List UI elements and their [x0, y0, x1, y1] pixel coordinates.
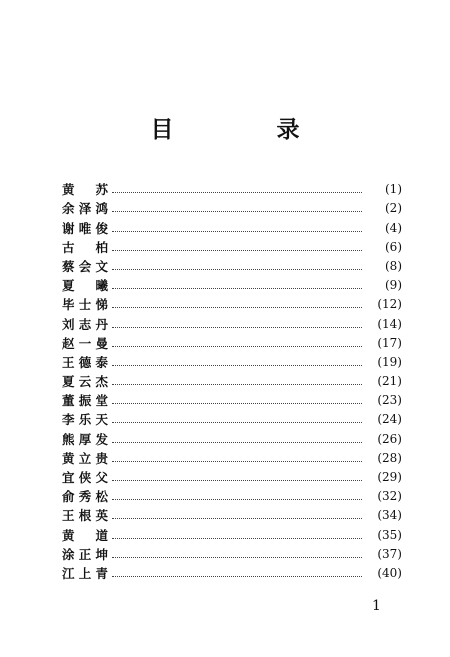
toc-entry-page: (19) [377, 354, 402, 369]
toc-entry[interactable] [62, 427, 402, 446]
toc-entry[interactable] [62, 274, 402, 293]
toc-entry[interactable] [62, 312, 402, 331]
page-number: 1 [372, 598, 381, 614]
toc-leader-dots [112, 249, 362, 251]
toc-entry[interactable] [62, 216, 402, 235]
toc-entry-page: (40) [377, 565, 402, 580]
toc-entry[interactable] [62, 178, 402, 197]
toc-entry-name: 古 柏 [62, 239, 108, 255]
toc-entry-name: 王德泰 [62, 354, 108, 370]
toc-entry-page: (9) [385, 278, 402, 293]
toc-entry-page: (32) [377, 489, 402, 504]
toc-entry[interactable] [62, 370, 402, 389]
toc-entry-name: 宜侠父 [62, 470, 108, 485]
toc-entry-name: 蔡会文 [62, 258, 108, 274]
toc-entry-page: (35) [377, 527, 402, 542]
toc-entry-name: 涂正坤 [62, 546, 108, 562]
toc-entry[interactable] [62, 236, 402, 255]
toc-entry[interactable] [62, 255, 402, 274]
toc-entry-page: (6) [385, 239, 402, 254]
toc-entry-name: 余泽鸿 [62, 201, 108, 217]
toc-entry[interactable] [62, 466, 402, 485]
toc-entry[interactable] [62, 389, 402, 408]
toc-entry-page: (1) [385, 182, 402, 197]
toc-entry-name: 谢唯俊 [62, 220, 108, 236]
toc-entry-page: (14) [377, 316, 402, 331]
toc-entry-name: 毕士悌 [62, 297, 108, 313]
toc-leader-dots [112, 345, 362, 347]
toc-leader-dots [112, 383, 362, 385]
toc-entry[interactable] [62, 197, 402, 216]
toc-entry-name: 李乐天 [62, 412, 108, 428]
toc-entry-name: 黄 道 [62, 527, 108, 543]
toc-leader-dots [112, 575, 362, 577]
toc-entry-page: (29) [377, 470, 402, 484]
toc-entry-page: (34) [377, 508, 402, 523]
toc-leader-dots [112, 287, 362, 289]
toc-entry-name: 熊厚发 [62, 431, 108, 447]
toc-entry[interactable] [62, 408, 402, 427]
toc-entry-name: 夏 曦 [62, 278, 108, 294]
toc-entry-page: (2) [385, 201, 402, 216]
toc-entry-name: 董振堂 [62, 393, 108, 409]
toc-leader-dots [112, 210, 362, 212]
toc-entry-name: 夏云杰 [62, 374, 108, 390]
toc-entry[interactable] [62, 543, 402, 562]
toc-entry-page: (4) [385, 220, 402, 235]
toc-leader-dots [112, 402, 362, 404]
toc-entry-name: 王根英 [62, 508, 108, 524]
toc-entry-page: (24) [377, 412, 402, 427]
toc-entry-page: (28) [377, 450, 402, 465]
toc-leader-dots [112, 498, 362, 500]
toc-entry-name: 江上青 [62, 565, 108, 581]
toc-entry-name: 黄立贵 [62, 450, 108, 466]
toc-entry-name: 刘志丹 [62, 316, 108, 332]
toc-entry[interactable] [62, 351, 402, 370]
table-of-contents [62, 178, 402, 581]
toc-entry-page: (17) [377, 335, 402, 350]
toc-leader-dots [112, 421, 362, 423]
toc-leader-dots [112, 268, 362, 270]
toc-entry-page: (12) [377, 297, 402, 312]
toc-leader-dots [112, 326, 362, 328]
toc-entry-name: 赵一曼 [62, 335, 108, 351]
toc-entry[interactable] [62, 447, 402, 466]
toc-entry[interactable] [62, 293, 402, 312]
toc-leader-dots [112, 479, 362, 481]
toc-leader-dots [112, 191, 362, 193]
toc-entry[interactable] [62, 562, 402, 581]
toc-leader-dots [112, 460, 362, 462]
toc-entry[interactable] [62, 523, 402, 542]
toc-leader-dots [112, 364, 362, 366]
toc-leader-dots [112, 517, 362, 519]
toc-entry-page: (21) [377, 374, 402, 389]
toc-entry-name: 俞秀松 [62, 489, 108, 505]
toc-entry-page: (23) [377, 393, 402, 408]
page-title: 目 录 [150, 116, 340, 143]
toc-leader-dots [112, 537, 362, 539]
toc-entry[interactable] [62, 485, 402, 504]
toc-entry-page: (8) [385, 258, 402, 273]
toc-entry[interactable] [62, 504, 402, 523]
toc-leader-dots [112, 556, 362, 558]
toc-leader-dots [112, 230, 362, 232]
toc-entry-page: (37) [377, 546, 402, 561]
toc-entry[interactable] [62, 332, 402, 351]
toc-leader-dots [112, 306, 362, 308]
toc-entry-name: 黄 苏 [62, 182, 108, 198]
toc-entry-page: (26) [377, 431, 402, 446]
toc-leader-dots [112, 441, 362, 443]
